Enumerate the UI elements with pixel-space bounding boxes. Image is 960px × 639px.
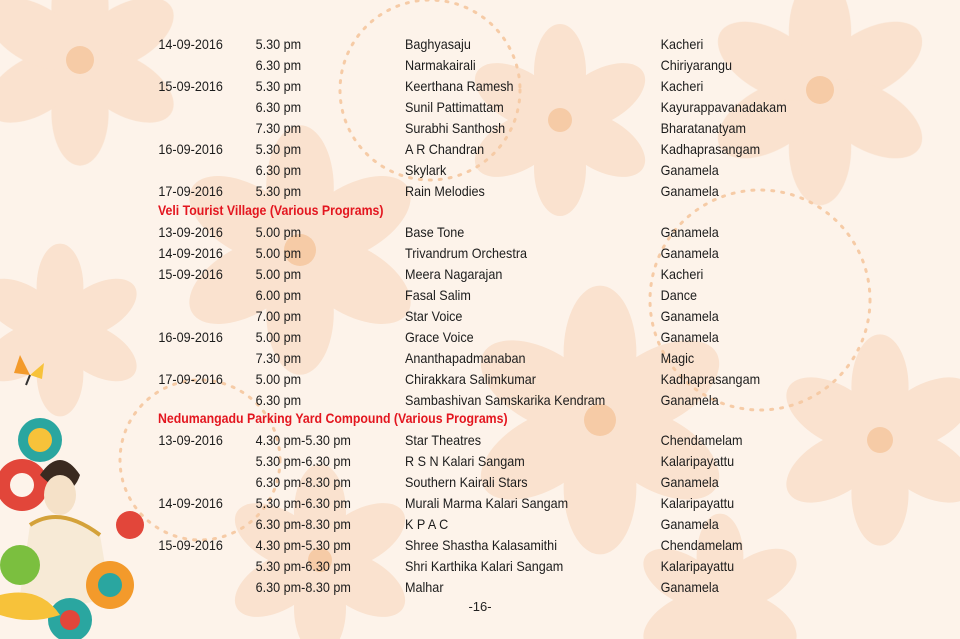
page-number: -16- — [468, 599, 492, 614]
artist-cell: Chirakkara Salimkumar — [405, 371, 536, 387]
table-row — [0, 493, 864, 514]
table-row — [0, 348, 864, 369]
artist-cell: Murali Marma Kalari Sangam — [405, 495, 569, 511]
date-cell: 17-09-2016 — [158, 183, 223, 199]
time-cell: 5.30 pm-6.30 pm — [255, 453, 351, 469]
time-cell: 7.30 pm — [255, 120, 302, 136]
program-cell: Ganamela — [660, 474, 719, 490]
program-cell: Ganamela — [660, 329, 719, 345]
table-row — [0, 55, 864, 76]
artist-cell: Base Tone — [405, 224, 465, 240]
date-cell: 13-09-2016 — [158, 224, 223, 240]
table-row — [0, 181, 864, 202]
table-row — [0, 451, 864, 472]
time-cell: 7.30 pm — [255, 350, 302, 366]
time-cell: 5.30 pm — [255, 36, 302, 52]
table-row — [0, 535, 864, 556]
program-cell: Kadhaprasangam — [660, 141, 761, 157]
artist-cell: Sambashivan Samskarika Kendram — [405, 392, 606, 408]
table-row — [0, 243, 864, 264]
date-cell: 15-09-2016 — [158, 78, 223, 94]
artist-cell: Shree Shastha Kalasamithi — [405, 537, 557, 553]
program-cell: Kadhaprasangam — [660, 371, 761, 387]
time-cell: 6.30 pm — [255, 99, 302, 115]
date-cell: 15-09-2016 — [158, 537, 223, 553]
time-cell: 7.00 pm — [255, 308, 302, 324]
program-cell: Chiriyarangu — [660, 57, 733, 73]
time-cell: 5.00 pm — [255, 266, 302, 282]
time-cell: 6.30 pm — [255, 392, 302, 408]
date-cell: 14-09-2016 — [158, 495, 223, 511]
artist-cell: Baghyasaju — [405, 36, 471, 52]
program-cell: Kacheri — [660, 36, 704, 52]
time-cell: 5.30 pm-6.30 pm — [255, 495, 351, 511]
program-cell: Ganamela — [660, 308, 719, 324]
artist-cell: Star Theatres — [405, 432, 482, 448]
date-cell: 13-09-2016 — [158, 432, 223, 448]
date-cell: 14-09-2016 — [158, 245, 223, 261]
table-row — [0, 430, 864, 451]
time-cell: 5.00 pm — [255, 224, 302, 240]
date-cell: 16-09-2016 — [158, 329, 223, 345]
program-cell: Ganamela — [660, 516, 719, 532]
section-heading-veli: Veli Tourist Village (Various Programs) — [158, 202, 384, 218]
program-cell: Magic — [660, 350, 695, 366]
artist-cell: Grace Voice — [405, 329, 474, 345]
artist-cell: Malhar — [405, 579, 444, 595]
program-cell: Kacheri — [660, 266, 704, 282]
time-cell: 6.30 pm — [255, 162, 302, 178]
program-cell: Ganamela — [660, 162, 719, 178]
table-row — [0, 514, 864, 535]
table-row — [0, 285, 864, 306]
program-cell: Kalaripayattu — [660, 558, 735, 574]
program-cell: Chendamelam — [660, 537, 743, 553]
artist-cell: Fasal Salim — [405, 287, 471, 303]
program-cell: Ganamela — [660, 224, 719, 240]
table-row — [0, 160, 864, 181]
artist-cell: K P A C — [405, 516, 449, 532]
table-row — [0, 306, 864, 327]
table-row — [0, 76, 864, 97]
artist-cell: Sunil Pattimattam — [405, 99, 504, 115]
artist-cell: Ananthapadmanaban — [405, 350, 526, 366]
program-cell: Ganamela — [660, 245, 719, 261]
time-cell: 6.30 pm-8.30 pm — [255, 579, 351, 595]
artist-cell: Rain Melodies — [405, 183, 485, 199]
date-cell: 14-09-2016 — [158, 36, 223, 52]
time-cell: 6.30 pm-8.30 pm — [255, 516, 351, 532]
date-cell: 17-09-2016 — [158, 371, 223, 387]
program-cell: Kalaripayattu — [660, 495, 735, 511]
time-cell: 5.30 pm — [255, 141, 302, 157]
artist-cell: Narmakairali — [405, 57, 476, 73]
time-cell: 6.30 pm — [255, 57, 302, 73]
time-cell: 5.00 pm — [255, 329, 302, 345]
artist-cell: A R Chandran — [405, 141, 485, 157]
program-cell: Kalaripayattu — [660, 453, 735, 469]
time-cell: 4.30 pm-5.30 pm — [255, 432, 351, 448]
artist-cell: Shri Karthika Kalari Sangam — [405, 558, 564, 574]
table-row — [0, 369, 864, 390]
table-row — [0, 472, 864, 493]
date-cell: 15-09-2016 — [158, 266, 223, 282]
table-row — [0, 34, 864, 55]
time-cell: 5.00 pm — [255, 371, 302, 387]
date-cell: 16-09-2016 — [158, 141, 223, 157]
program-cell: Ganamela — [660, 579, 719, 595]
time-cell: 5.30 pm — [255, 183, 302, 199]
table-row — [0, 577, 864, 598]
time-cell: 6.00 pm — [255, 287, 302, 303]
table-row — [0, 139, 864, 160]
table-row — [0, 222, 864, 243]
artist-cell: R S N Kalari Sangam — [405, 453, 525, 469]
time-cell: 5.30 pm — [255, 78, 302, 94]
time-cell: 5.30 pm-6.30 pm — [255, 558, 351, 574]
program-cell: Dance — [660, 287, 698, 303]
program-cell: Kacheri — [660, 78, 704, 94]
time-cell: 4.30 pm-5.30 pm — [255, 537, 351, 553]
artist-cell: Keerthana Ramesh — [405, 78, 514, 94]
section-heading-nedumangadu: Nedumangadu Parking Yard Compound (Various Programs) — [158, 410, 508, 426]
artist-cell: Trivandrum Orchestra — [405, 245, 528, 261]
program-cell: Ganamela — [660, 183, 719, 199]
artist-cell: Star Voice — [405, 308, 463, 324]
time-cell: 6.30 pm-8.30 pm — [255, 474, 351, 490]
program-cell: Ganamela — [660, 392, 719, 408]
table-row — [0, 118, 864, 139]
time-cell: 5.00 pm — [255, 245, 302, 261]
artist-cell: Meera Nagarajan — [405, 266, 503, 282]
table-row — [0, 97, 864, 118]
table-row — [0, 264, 864, 285]
table-row — [0, 327, 864, 348]
program-cell: Kayurappavanadakam — [660, 99, 787, 115]
artist-cell: Skylark — [405, 162, 447, 178]
artist-cell: Southern Kairali Stars — [405, 474, 528, 490]
artist-cell: Surabhi Santhosh — [405, 120, 506, 136]
program-cell: Bharatanatyam — [660, 120, 747, 136]
table-row — [0, 556, 864, 577]
program-cell: Chendamelam — [660, 432, 743, 448]
